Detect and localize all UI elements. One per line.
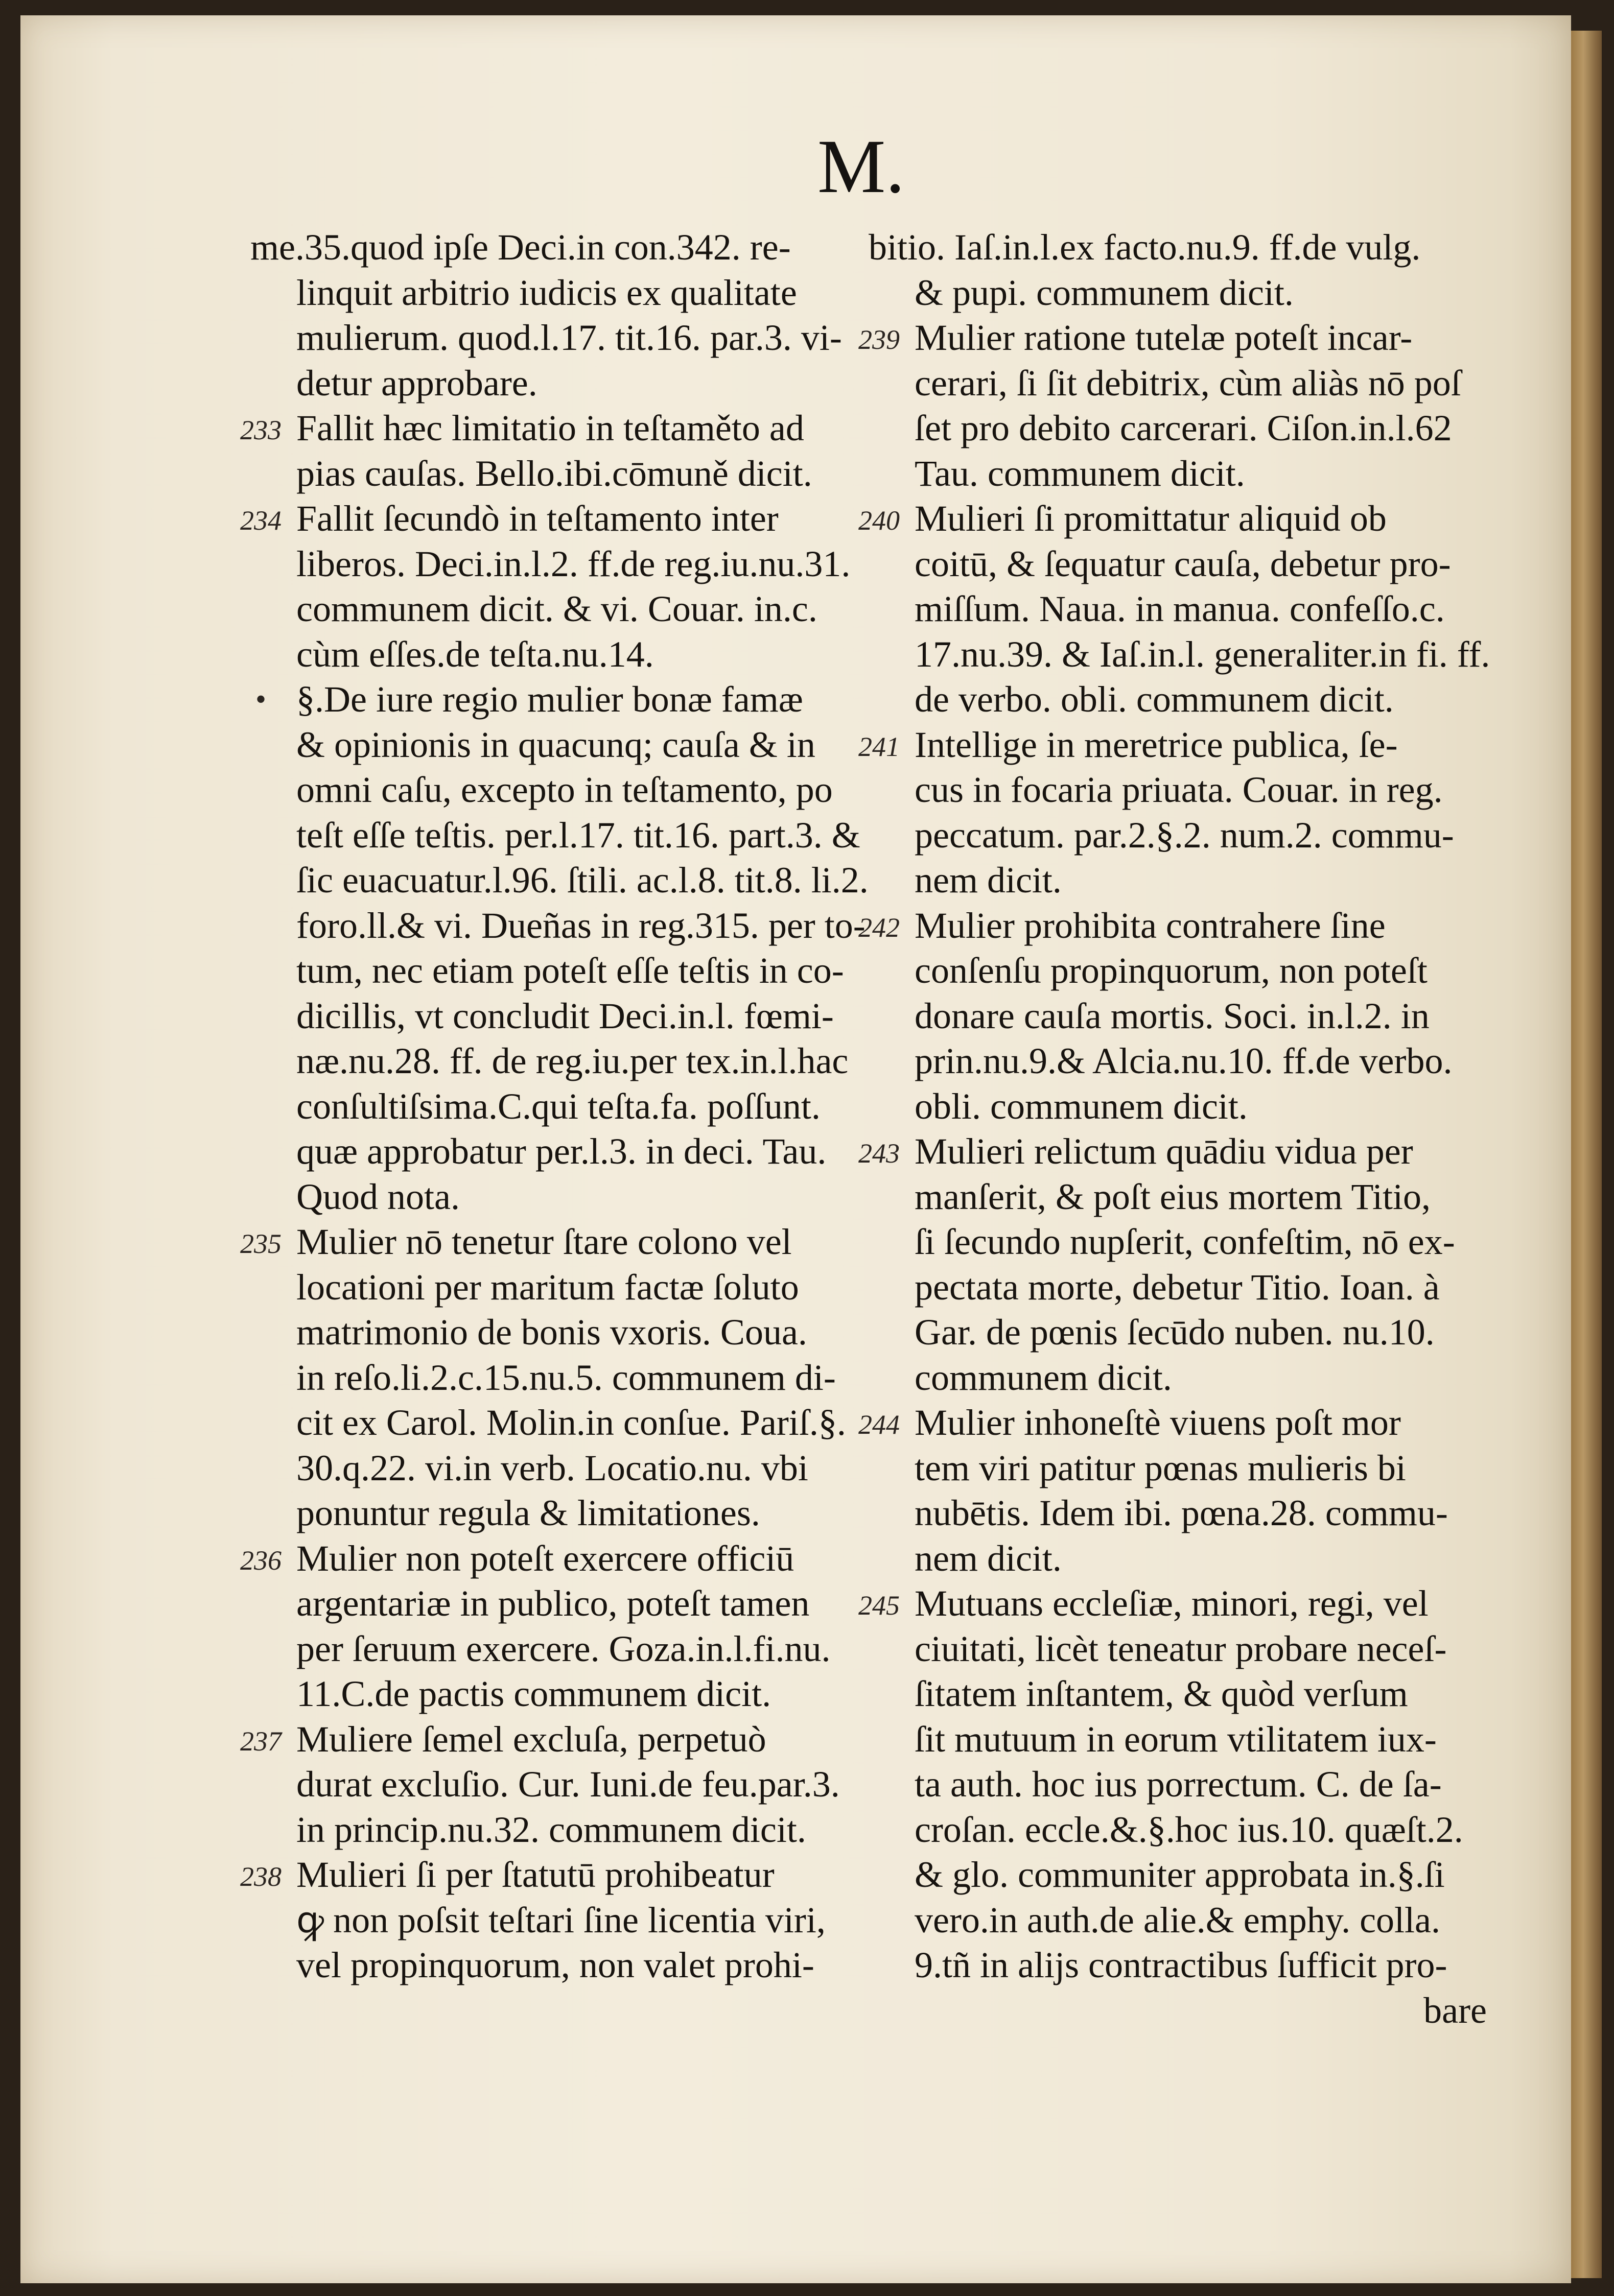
text-line (858, 1265, 1487, 1310)
text-line (858, 1852, 1487, 1898)
line-text: communem dicit. & vi. Couar. in.c. (296, 588, 817, 629)
text-line (240, 1446, 858, 1491)
line-text: obli. communem dicit. (915, 1085, 1248, 1127)
line-text: cus in focaria priuata. Couar. in reg. (915, 769, 1443, 810)
entry-number: 238 (240, 1861, 282, 1892)
text-line (858, 541, 1487, 587)
text-line (858, 1762, 1487, 1807)
line-text: Mulier non poteſt exercere officiū (296, 1537, 794, 1579)
line-text: nem dicit. (915, 1537, 1062, 1579)
line-text: bare (1423, 1990, 1487, 2031)
line-text: prin.nu.9.& Alcia.nu.10. ff.de verbo. (915, 1040, 1453, 1081)
text-line (240, 813, 858, 858)
text-line (858, 361, 1487, 406)
line-text: in reſo.li.2.c.15.nu.5. communem di- (296, 1357, 836, 1398)
entry-number: 242 (858, 912, 900, 943)
line-text: durat excluſio. Cur. Iuni.de feu.par.3. (296, 1764, 840, 1805)
line-text: Mulier nō tenetur ſtare colono vel (296, 1221, 792, 1262)
text-line (858, 1626, 1487, 1672)
text-line (858, 451, 1487, 496)
text-line (240, 270, 858, 316)
line-text: me.35.quod ipſe Deci.in con.342. re- (250, 227, 791, 268)
entry-number: 237 (240, 1725, 282, 1757)
entry-number: 233 (240, 415, 282, 445)
text-line (240, 722, 858, 768)
text-line (240, 1129, 858, 1174)
line-text: donare cauſa mortis. Soci. in.l.2. in (915, 995, 1430, 1036)
line-text: Mulier prohibita contrahere ſine (915, 905, 1386, 946)
line-text: ponuntur regula & limitationes. (296, 1493, 760, 1533)
line-text: cit ex Carol. Molin.in conſue. Pariſ.§. (296, 1402, 846, 1443)
line-text: manſerit, & poſt eius mortem Titio, (915, 1176, 1431, 1217)
text-line (240, 1490, 858, 1536)
line-text: Intellige in meretrice publica, ſe- (915, 724, 1398, 765)
line-text: coitū, & ſequatur cauſa, debetur pro- (915, 543, 1451, 584)
line-text: Gar. de pœnis ſecūdo nuben. nu.10. (915, 1312, 1435, 1353)
line-text: Mulieri ſi promittatur aliquid ob (915, 498, 1387, 539)
text-line (240, 767, 858, 813)
text-line (858, 1943, 1487, 1988)
text-line (858, 225, 1487, 270)
line-text: in princip.nu.32. communem dicit. (296, 1809, 806, 1850)
page-header-letter: M. (817, 124, 905, 209)
text-line (858, 1490, 1487, 1536)
text-line (240, 858, 869, 903)
text-line (858, 270, 1487, 316)
text-line (240, 1536, 858, 1581)
text-line (240, 541, 858, 587)
line-text: §.De iure regio mulier bonæ famæ (296, 679, 803, 720)
line-text: vel propinquorum, non valet prohi- (296, 1945, 814, 1985)
entry-number: 243 (858, 1138, 900, 1169)
line-text: argentariæ in publico, poteſt tamen (296, 1583, 810, 1624)
text-line (240, 1852, 858, 1898)
line-text: 17.nu.39. & Iaſ.in.l. generaliter.in fi. ff. (915, 633, 1490, 675)
text-line (858, 948, 1487, 993)
book-page (20, 15, 1571, 2283)
text-line (858, 315, 1487, 361)
line-text: Tau. communem dicit. (915, 453, 1245, 494)
text-line (240, 1355, 858, 1401)
line-text: miſſum. Naua. in manua. confeſſo.c. (915, 588, 1445, 629)
line-text: nem dicit. (915, 860, 1062, 901)
text-line (858, 496, 1487, 541)
line-text: ſi ſecundo nupſerit, confeſtim, nō ex- (915, 1221, 1455, 1262)
line-text: pectata morte, debetur Titio. Ioan. à (915, 1266, 1440, 1308)
line-text: Mulier ratione tutelæ poteſt incar- (915, 317, 1413, 358)
text-line (858, 1084, 1487, 1129)
text-line (240, 1310, 858, 1355)
line-text: ta auth. hoc ius porrectum. C. de ſa- (915, 1764, 1442, 1805)
text-line (858, 722, 1487, 768)
line-text: linquit arbitrio iudicis ex qualitate (296, 272, 797, 313)
line-text: 9.tñ in alijs contractibus ſufficit pro- (915, 1945, 1447, 1985)
line-text: næ.nu.28. ff. de reg.iu.per tex.in.l.hac (296, 1040, 849, 1081)
text-line (240, 1084, 858, 1129)
line-text: Muliere ſemel excluſa, perpetuò (296, 1718, 766, 1760)
text-line (858, 858, 1487, 903)
text-line (240, 315, 858, 361)
entry-number: 235 (240, 1228, 282, 1259)
section-marker: • (255, 682, 267, 716)
line-text: conſultiſsima.C.qui teſta.fa. poſſunt. (296, 1085, 821, 1127)
line-text: per ſeruum exercere. Goza.in.l.fi.nu. (296, 1628, 831, 1669)
line-text: detur approbare. (296, 362, 537, 404)
line-text: Fallit ſecundò in teſtamento inter (296, 498, 779, 539)
text-line (240, 1219, 858, 1265)
line-text: Mutuans eccleſiæ, minori, regi, vel (915, 1583, 1429, 1624)
text-line (240, 948, 858, 993)
text-line (240, 1898, 858, 1943)
text-line (858, 1310, 1487, 1355)
entry-number: 234 (240, 505, 282, 536)
text-line (240, 1943, 858, 1988)
text-line (858, 1898, 1487, 1943)
text-line (858, 1988, 1487, 2033)
line-text: ciuitati, licèt teneatur probare neceſ- (915, 1628, 1447, 1669)
text-line (240, 1174, 858, 1220)
text-line (240, 361, 858, 406)
entry-number: 241 (858, 731, 900, 762)
line-text: de verbo. obli. communem dicit. (915, 679, 1394, 720)
left-column (240, 225, 869, 1988)
text-line (858, 1400, 1487, 1446)
text-line (240, 225, 858, 270)
text-line (240, 903, 866, 949)
entry-number: 245 (858, 1590, 900, 1621)
line-text: cerari, ſi ſit debitrix, cùm aliàs nō poſ (915, 362, 1461, 404)
line-text: ſic euacuatur.l.96. ſtili. ac.l.8. tit.8. li.2. (296, 860, 869, 901)
text-line (858, 1536, 1487, 1581)
text-line (858, 1581, 1487, 1626)
line-text: mulierum. quod.l.17. tit.16. par.3. vi- (296, 317, 842, 358)
text-line (240, 586, 858, 632)
text-line (858, 1219, 1487, 1265)
text-line (858, 632, 1490, 677)
line-text: foro.ll.& vi. Dueñas in reg.315. per to- (296, 905, 866, 946)
text-line (240, 1400, 858, 1446)
text-line (858, 903, 1487, 949)
line-text: Mulier inhoneſtè viuens poſt mor (915, 1402, 1401, 1443)
line-text: tum, nec etiam poteſt eſſe teſtis in co- (296, 950, 844, 991)
line-text: omni caſu, excepto in teſtamento, po (296, 769, 833, 810)
text-line (240, 1581, 858, 1626)
line-text: dicillis, vt concludit Deci.in.l. fœmi- (296, 995, 834, 1036)
text-line (858, 1671, 1487, 1717)
text-line (240, 451, 858, 496)
line-text: ſet pro debito carcerari. Ciſon.in.l.62 (915, 408, 1452, 448)
text-line (858, 767, 1487, 813)
text-line (240, 993, 858, 1039)
text-line (240, 406, 858, 451)
line-text: & pupi. communem dicit. (915, 272, 1294, 313)
text-line (240, 1038, 858, 1084)
line-text: 11.C.de pactis communem dicit. (296, 1673, 771, 1714)
text-line (858, 586, 1487, 632)
text-line (858, 1129, 1487, 1174)
text-line (240, 677, 858, 722)
entry-number: 240 (858, 505, 900, 536)
text-line (240, 1762, 858, 1807)
text-line (858, 677, 1487, 722)
line-text: Mulieri ſi per ſtatutū prohibeatur (296, 1854, 775, 1895)
line-text: teſt eſſe teſtis. per.l.17. tit.16. part.3. & (296, 814, 860, 856)
entry-number: 244 (858, 1409, 900, 1440)
text-line (858, 993, 1487, 1039)
line-text: nubētis. Idem ibi. pœna.28. commu- (915, 1493, 1448, 1533)
text-line (240, 1717, 858, 1762)
line-text: croſan. eccle.&.§.hoc ius.10. quæſt.2. (915, 1809, 1463, 1850)
text-line (240, 632, 858, 677)
line-text: & opinionis in quacunq; cauſa & in (296, 724, 815, 765)
line-text: peccatum. par.2.§.2. num.2. commu- (915, 814, 1454, 856)
text-line (858, 1174, 1487, 1220)
line-text: Quod nota. (296, 1176, 460, 1217)
page-edge (1571, 31, 1602, 2278)
text-line (240, 1807, 858, 1853)
line-text: ꝙ non poſsit teſtari ſine licentia viri, (296, 1899, 826, 1940)
right-column (858, 225, 1490, 2033)
text-line (858, 813, 1487, 858)
line-text: 30.q.22. vi.in verb. Locatio.nu. vbi (296, 1447, 808, 1488)
line-text: ſitatem inſtantem, & quòd verſum (915, 1673, 1408, 1714)
text-line (240, 1626, 858, 1672)
line-text: quæ approbatur per.l.3. in deci. Tau. (296, 1131, 827, 1172)
text-line (858, 1807, 1487, 1853)
line-text: ſit mutuum in eorum vtilitatem iux- (915, 1718, 1437, 1760)
text-line (858, 1038, 1487, 1084)
line-text: Fallit hæc limitatio in teſtaměto ad (296, 408, 804, 448)
entry-number: 236 (240, 1545, 282, 1576)
line-text: communem dicit. (915, 1357, 1172, 1398)
text-line (240, 1671, 858, 1717)
line-text: liberos. Deci.in.l.2. ff.de reg.iu.nu.31. (296, 543, 851, 584)
line-text: locationi per maritum factæ ſoluto (296, 1266, 799, 1308)
entry-number: 239 (858, 324, 900, 355)
text-line (858, 406, 1487, 451)
text-line (240, 496, 858, 541)
line-text: pias cauſas. Bello.ibi.cōmuně dicit. (296, 453, 812, 494)
line-text: & glo. communiter approbata in.§.ſi (915, 1854, 1445, 1895)
line-text: cùm eſſes.de teſta.nu.14. (296, 633, 654, 675)
line-text: vero.in auth.de alie.& emphy. colla. (915, 1899, 1440, 1940)
line-text: conſenſu propinquorum, non poteſt (915, 950, 1428, 991)
line-text: matrimonio de bonis vxoris. Coua. (296, 1312, 807, 1353)
line-text: bitio. Iaſ.in.l.ex facto.nu.9. ff.de vulg. (869, 227, 1421, 268)
text-line (858, 1355, 1487, 1401)
text-line (240, 1265, 858, 1310)
text-line (858, 1717, 1487, 1762)
text-line (858, 1446, 1487, 1491)
line-text: tem viri patitur pœnas mulieris bi (915, 1447, 1406, 1488)
line-text: Mulieri relictum quādiu vidua per (915, 1131, 1413, 1172)
